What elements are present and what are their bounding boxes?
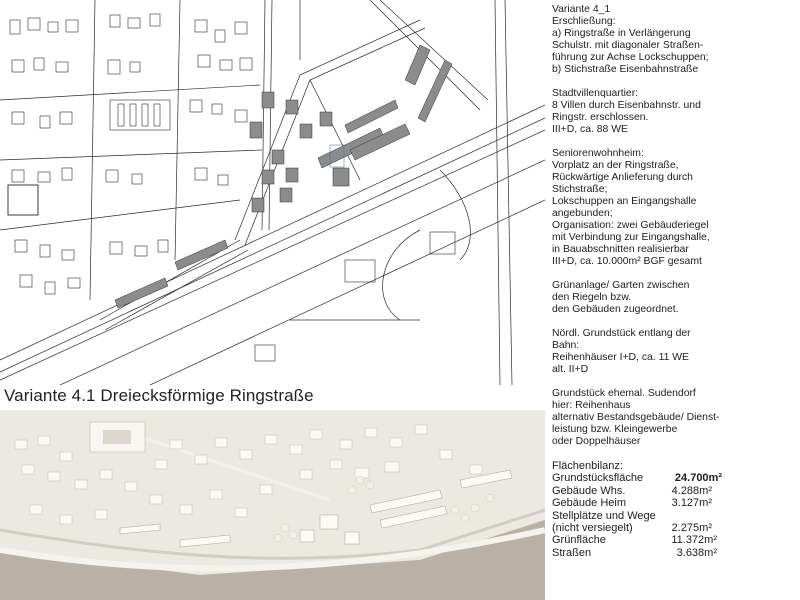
villas-heading: Stadtvillenquartier:: [552, 88, 639, 99]
site-plan: [0, 0, 545, 385]
area-value: 4.288m²: [671, 484, 712, 497]
senior-line: Stichstraße;: [552, 184, 608, 195]
green-line: Grünanlage/ Garten zwischen: [552, 280, 690, 291]
north-line: alt. II+D: [552, 364, 589, 375]
senior-heading: Seniorenwohnheim:: [552, 148, 644, 159]
site-plan-drawing: [0, 0, 545, 385]
senior-block: [552, 148, 798, 268]
senior-line: Rückwärtige Anlieferung durch: [552, 172, 693, 183]
area-label: Grünfläche: [552, 534, 606, 547]
area-label: Grundstücksfläche: [552, 472, 644, 485]
sudendorf-line: Grundstück ehemal. Sudendorf: [552, 388, 696, 399]
model-drawing: [0, 410, 545, 600]
variant-block: [552, 4, 798, 76]
sudendorf-line: hier: Reihenhaus: [552, 400, 631, 411]
senior-line: Organisation: zwei Gebäuderiegel: [552, 220, 709, 231]
area-row: [552, 497, 798, 509]
area-value: 11.372m²: [671, 534, 717, 547]
plan-caption: Variante 4.1 Dreiecksförmige Ringstraße: [4, 386, 314, 405]
villas-line: 8 Villen durch Eisenbahnstr. und: [552, 100, 701, 111]
area-value: 3.638m²: [676, 546, 717, 559]
variant-title: Variante 4_1: [552, 4, 611, 15]
access-line: b) Stichstraße Eisenbahnstraße: [552, 64, 699, 75]
green-line: den Gebäuden zugeordnet.: [552, 304, 679, 315]
access-heading: Erschließung:: [552, 16, 616, 27]
senior-line: III+D, ca. 10.000m² BGF gesamt: [552, 256, 702, 267]
area-row-total: [552, 472, 798, 484]
access-line: Schulstr. mit diagonaler Straßen-: [552, 40, 704, 51]
area-value: 3.127m²: [671, 497, 712, 510]
area-row: [552, 485, 798, 497]
area-label: Stellplätze und Wege: [552, 509, 656, 522]
villas-line: Ringstr. erschlossen.: [552, 112, 649, 123]
access-line: a) Ringstraße in Verlängerung: [552, 28, 691, 39]
area-label: Gebäude Whs.: [552, 484, 626, 497]
north-line: Nördl. Grundstück entlang der: [552, 328, 691, 339]
access-line: führung zur Achse Lockschuppen;: [552, 52, 709, 63]
green-line: den Riegeln bzw.: [552, 292, 632, 303]
north-line: Reihenhäuser I+D, ca. 11 WE: [552, 352, 689, 363]
north-line: Bahn:: [552, 340, 580, 351]
area-label: Gebäude Heim: [552, 497, 626, 510]
area-heading: Flächenbilanz:: [552, 460, 623, 472]
area-value: 2.275m²: [671, 522, 712, 535]
senior-line: Vorplatz an der Ringstraße,: [552, 160, 679, 171]
area-value: 24.700m²: [674, 472, 722, 485]
area-row: [552, 522, 798, 534]
sudendorf-line: oder Doppelhäuser: [552, 436, 641, 447]
area-row: [552, 547, 798, 559]
model-photo: [0, 410, 545, 600]
senior-line: angebunden;: [552, 208, 613, 219]
sudendorf-line: leistung bzw. Kleingewerbe: [552, 424, 678, 435]
sudendorf-block: [552, 388, 798, 448]
sudendorf-line: alternativ Bestandsgebäude/ Dienst-: [552, 412, 720, 423]
senior-line: in Bauabschnitten realisierbar: [552, 244, 689, 255]
senior-line: Lokschuppen an Eingangshalle: [552, 196, 697, 207]
area-row: [552, 534, 798, 546]
green-block: [552, 280, 798, 316]
area-balance: [552, 460, 798, 559]
villas-line: III+D, ca. 88 WE: [552, 124, 628, 135]
north-block: [552, 328, 798, 376]
senior-line: mit Verbindung zur Eingangshalle,: [552, 232, 710, 243]
description-panel: [552, 4, 798, 596]
area-label: Straßen: [552, 546, 592, 559]
villas-block: [552, 88, 798, 136]
area-label: (nicht versiegelt): [552, 522, 633, 535]
